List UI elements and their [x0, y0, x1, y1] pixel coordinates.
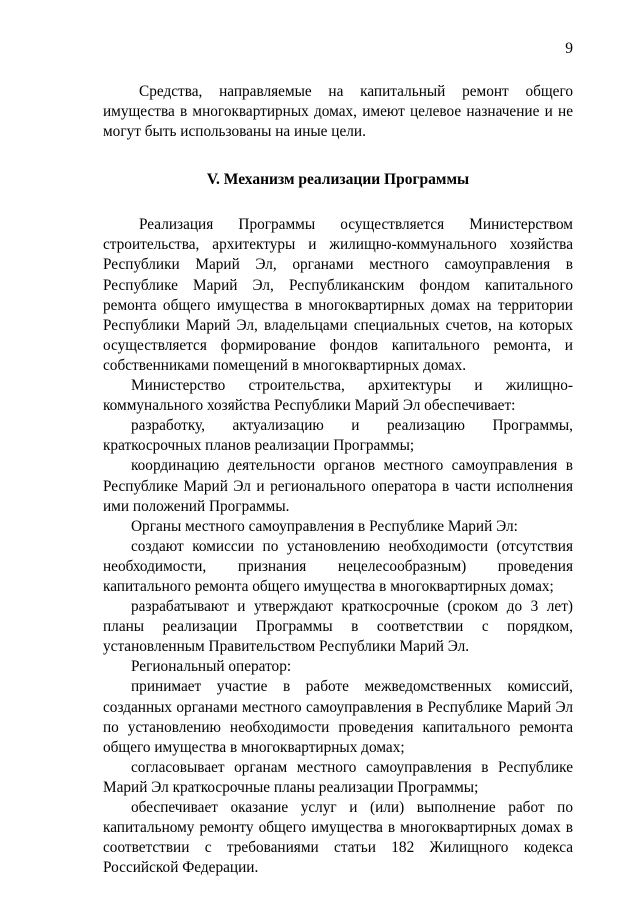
paragraph-regional-operator-item-2: согласовывает органам местного самоуправления в Республике Марий Эл краткосрочные планы реализации Программы; — [103, 758, 573, 796]
section-heading: V. Механизм реализации Программы — [206, 171, 470, 189]
document-body — [103, 82, 573, 878]
paragraph-ministry-item-2: координацию деятельности органов местного самоуправления в Республике Марий Эл и регионального оператора в части исполнения ими положений Программы. — [103, 457, 573, 515]
paragraph-local-authorities: Органы местного самоуправления в Республике Марий Эл: — [131, 517, 518, 535]
paragraph-target-purpose: Средства, направляемые на капитальный ремонт общего имущества в многоквартирных домах, имеют целевое назначение и не могут быть использованы на иные цели. — [103, 83, 573, 141]
paragraph-regional-operator-item-1: принимает участие в работе межведомственных комиссий, созданных органами местного самоуправления в Республике Марий Эл по установлению необходимости проведения капитального ремонта общего имущества в многоквартирных домах; — [103, 678, 573, 756]
paragraph-implementation: Реализация Программы осуществляется Министерством строительства, архитектуры и жилищно-коммунального хозяйства Республики Марий Эл, органами местного самоуправления в Республике Марий Эл, Республиканским фондом капитального ремонта общего имущества в многоквартирных домах на территории Республики Марий Эл, владельцами специальных счетов, на которых осуществляется формирование фондов капитального ремонта, и собственниками помещений в многоквартирных домах. — [103, 216, 573, 374]
page-number: 9 — [565, 40, 573, 57]
paragraph-regional-operator-item-3: обеспечивает оказание услуг и (или) выполнение работ по капитальному ремонту общего имущества в многоквартирных домах в соответствии с требованиями статьи 182 Жилищного кодекса Российской Федерации. — [103, 799, 573, 877]
paragraph-local-authorities-item-2: разрабатывают и утверждают краткосрочные (сроком до 3 лет) планы реализации Программы в соответствии с порядком, установленным Правительством Республики Марий Эл. — [103, 598, 573, 656]
paragraph-ministry-item-1: разработку, актуализацию и реализацию Программы, краткосрочных планов реализации Программы; — [103, 417, 573, 455]
paragraph-ministry: Министерство строительства, архитектуры и жилищно-коммунального хозяйства Республики Марий Эл обеспечивает: — [103, 377, 573, 415]
paragraph-regional-operator: Региональный оператор: — [131, 658, 292, 676]
paragraph-local-authorities-item-1: создают комиссии по установлению необходимости (отсутствия необходимости, признания нецелесообразным) проведения капитального ремонта общего имущества в многоквартирных домах; — [103, 537, 573, 595]
